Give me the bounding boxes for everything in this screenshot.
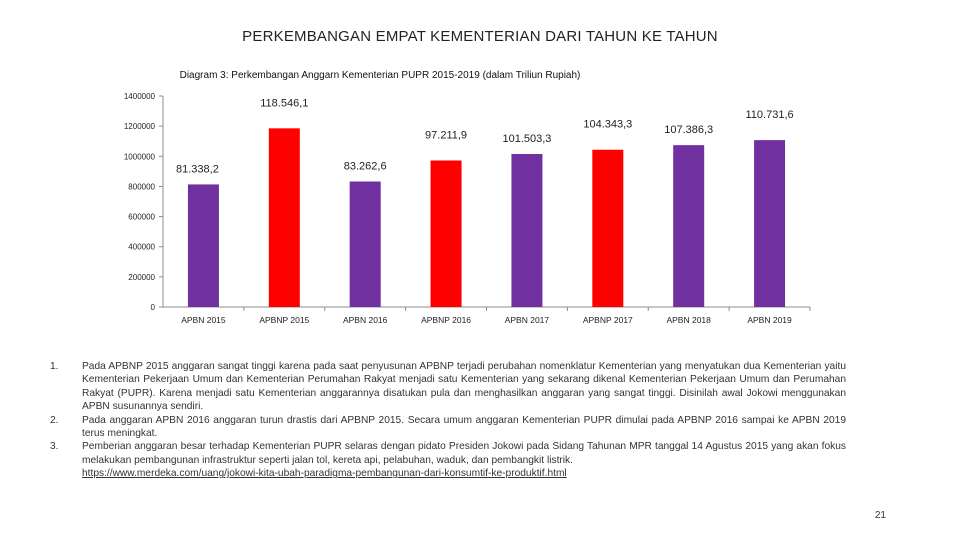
note-item (50, 440, 846, 480)
note-item (50, 360, 846, 414)
data-label: 97.211,9 (425, 129, 468, 142)
x-tick-label: APBNP 2015 (259, 315, 310, 325)
note-item (50, 414, 846, 441)
data-label: 81.338,2 (176, 163, 219, 176)
y-tick-label: 400000 (128, 242, 155, 252)
x-tick-label: APBN 2018 (666, 315, 711, 325)
data-label: 83.262,6 (343, 160, 387, 173)
note-text: Pada anggaran APBN 2016 anggaran turun drastis dari APBNP 2015. Secara umum anggaran Kementerian PUPR dimulai pada APBNP 2016 sampai ke APBN 2019 terus meningkat. (82, 414, 846, 440)
note-number: 3. (50, 441, 59, 453)
bar (511, 154, 542, 307)
bar (431, 160, 462, 307)
y-tick-label: 800000 (128, 182, 155, 192)
x-tick-label: APBN 2015 (181, 315, 226, 325)
y-tick-label: 600000 (128, 212, 155, 222)
bar (188, 184, 219, 307)
bar (350, 182, 381, 307)
x-tick-label: APBNP 2017 (582, 315, 633, 325)
note-number: 2. (50, 414, 59, 426)
x-tick-label: APBNP 2016 (421, 315, 472, 325)
bar (269, 128, 300, 307)
bar (592, 150, 623, 307)
x-tick-label: APBN 2019 (747, 315, 792, 325)
note-text: Pada APBNP 2015 anggaran sangat tinggi karena pada saat penyusunan APBNP terjadi perubahan nomenklatur Kementerian yang menyatukan dua Kementerian yaitu Kementerian Pekerjaan Umum dan Kementerian Perumahan Rakyat menjadi satu Kementerian yang sekarang dikenal Kementerian Pekerjaan Umum dan Perumahan Rakyat (PUPR). Karena menjadi satu Kementerian anggarannya disatukan pula dan menghasilkan anggaran yang sangat tinggi. Disinilah awal Jokowi menggunakan APBN susunannya sendiri. (82, 361, 846, 413)
x-tick-label: APBN 2016 (342, 315, 388, 325)
slide-title: PERKEMBANGAN EMPAT KEMENTERIAN DARI TAHUN KE TAHUN (242, 28, 718, 45)
data-label: 110.731,6 (745, 109, 794, 122)
bar (754, 140, 785, 307)
data-label: 107.386,3 (664, 124, 714, 137)
chart-title: Diagram 3: Perkembangan Anggarn Kementerian PUPR 2015-2019 (dalam Triliun Rupiah) (179, 70, 581, 81)
data-label: 104.343,3 (583, 118, 633, 131)
bar (673, 145, 704, 307)
source-link[interactable]: https://www.merdeka.com/uang/jokowi-kita-ubah-paradigma-pembangunan-dari-konsumtif-ke-produktif.html (82, 468, 567, 480)
note-text: Pemberian anggaran besar terhadap Kementerian PUPR selaras dengan pidato Presiden Jokowi pada Sidang Tahunan MPR tanggal 14 Agustus 2015 yang akan fokus melakukan pembangunan infrastruktur seperti jalan tol, kereta api, pelabuhan, waduk, dan pembangkit listrik. (82, 441, 846, 466)
data-label: 118.546,1 (260, 97, 309, 110)
note-number: 1. (50, 361, 59, 372)
x-tick-label: APBN 2017 (504, 315, 550, 325)
y-tick-label: 200000 (128, 272, 155, 282)
page-number: 21 (874, 510, 886, 521)
y-tick-label: 1000000 (123, 152, 155, 162)
data-label: 101.503,3 (502, 133, 552, 146)
y-tick-label: 1400000 (123, 92, 155, 101)
y-tick-label: 0 (150, 303, 155, 312)
y-tick-label: 1200000 (123, 122, 155, 132)
notes-list (50, 360, 846, 481)
